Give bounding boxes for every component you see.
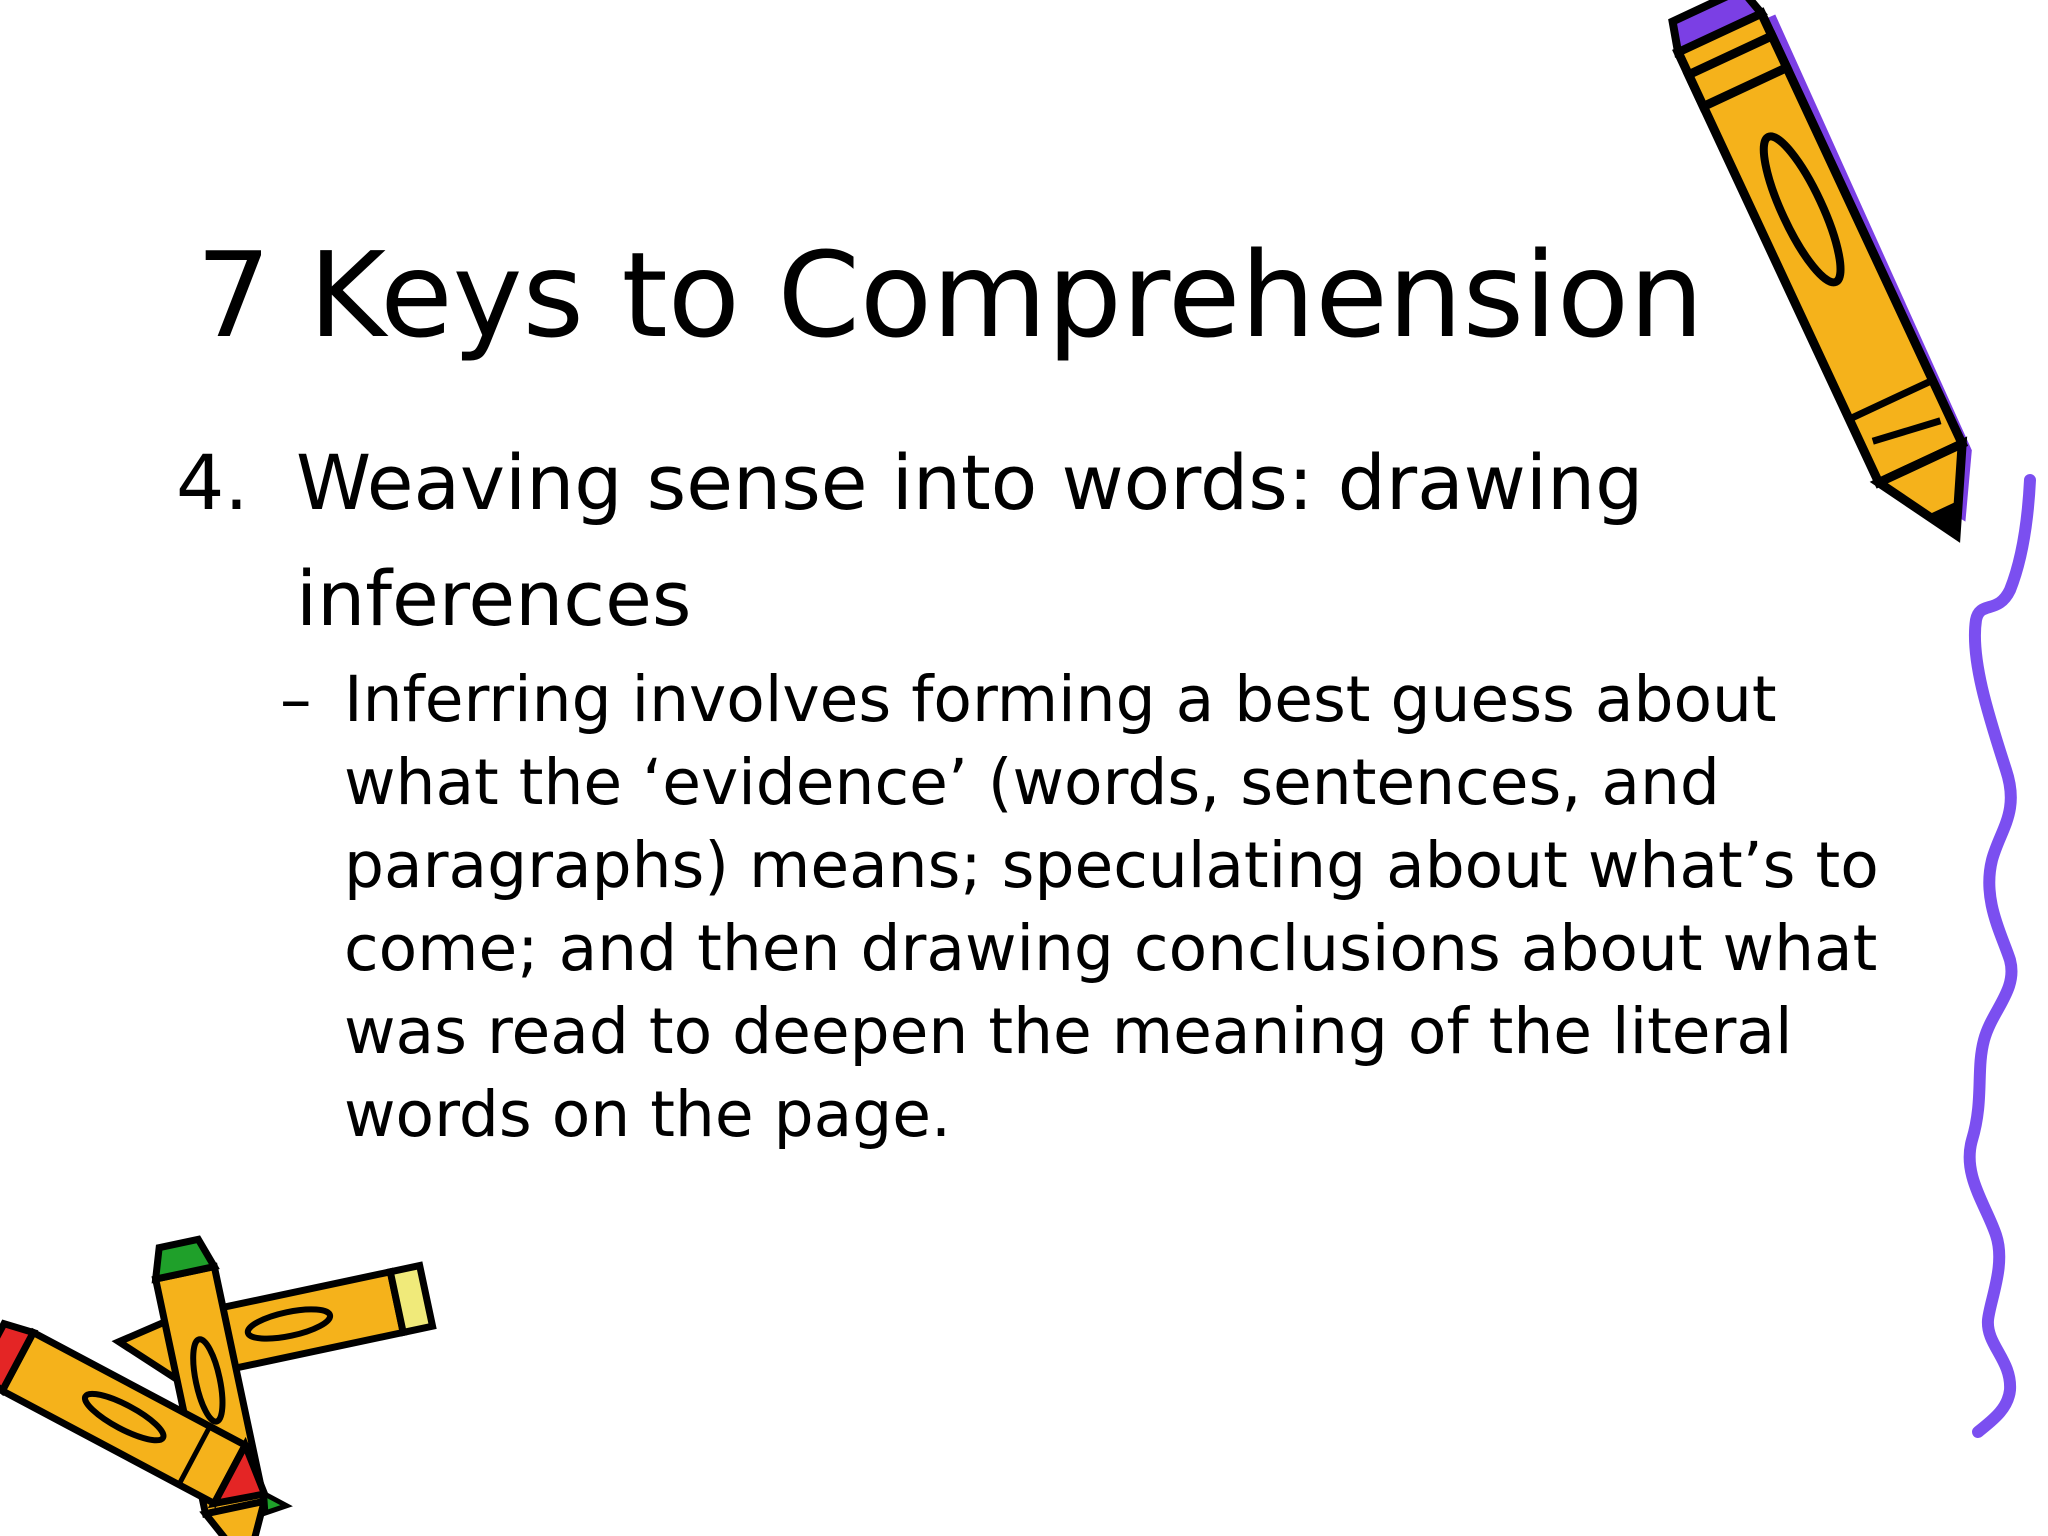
bullet-text: Weaving sense into words: drawing inferences <box>296 438 1644 643</box>
slide-title: 7 Keys to Comprehension <box>196 226 1704 364</box>
sub-bullet-dash: – <box>280 663 312 736</box>
bullet-number: 4. <box>176 438 249 527</box>
bullet-point <box>176 425 1666 657</box>
sub-bullet <box>280 658 1900 1156</box>
sub-bullet-text: Inferring involves forming a best guess about what the ‘evidence’ (words, sentences, and paragraphs) means; speculating about what’s to come; and then drawing conclusions about what was read to deepen the meaning of the literal words on the page. <box>344 663 1879 1151</box>
